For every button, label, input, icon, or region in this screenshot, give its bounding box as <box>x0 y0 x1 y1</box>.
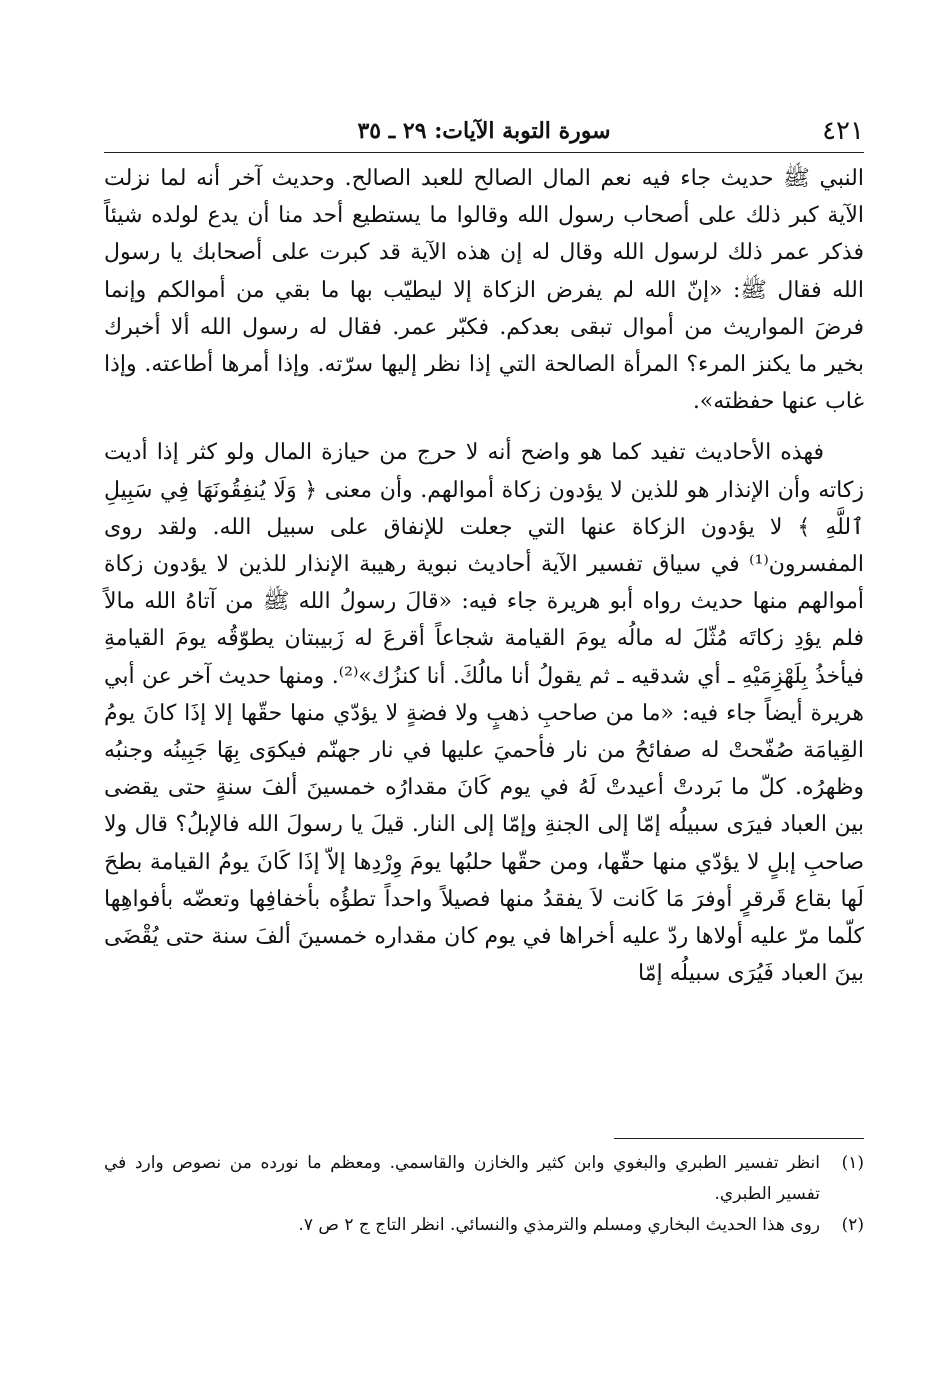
page-number: ٤٢١ <box>822 116 864 146</box>
paragraph: فهذه الأحاديث تفيد كما هو واضح أنه لا حرج من حيازة المال ولو كثر إذا أديت زكاته وأن الإنذار هو للذين لا يؤدون زكاة أموالهم. وأن معنى ﴿ وَلَا يُنفِقُونَهَا فِي سَبِيلِ ٱللَّهِ ﴾ لا يؤدون الزكاة عنها التي جعلت للإنفاق على سبيل الله. ولقد روى المفسرون⁽¹⁾ في سياق تفسير الآية أحاديث نبوية رهيبة الإنذار للذين لا يؤدون زكاة أموالهم منها حديث رواه أبو هريرة جاء فيه: «قالَ رسولُ الله ﷺ من آتاهُ الله مالاً فلم يؤدِ زكاتَه مُثّلَ له مالُه يومَ القيامة شجاعاً أقرعَ له زَبيبتان يطوّقُه يومَ القيامةِ فيأخذُ بِلَهْزِمَيْهِ ـ أي شدقيه ـ ثم يقولُ أنا مالُكَ. أنا كنزُك»⁽²⁾. ومنها حديث آخر عن أبي هريرة أيضاً جاء فيه: «ما من صاحبِ ذهبٍ ولا فضةٍ لا يؤدّي منها حقّها إلا إذَا كانَ يومُ القِيامَة صُفّحتْ له صفائحُ من نار فأحميَ عليها في نار جهنّم فيكوَى بِهَا جَبِينُه وجنبُه وظهرُه. كلّ ما بَردتْ أعيدتْ لَهُ في يوم كَانَ مقدارُه خمسينَ ألفَ سنةٍ حتى يقضى بين العباد فيرَى سبيلُه إمّا إلى الجنةِ وإمّا إلى النار. قيلَ يا رسولَ الله فالإبلُ؟ قال ولا صاحبِ إبلٍ لا يؤدّي منها حقّها، ومن حقّها حلبُها يومَ وِرْدِها إلاّ إذَا كَانَ يومُ القيامة بطحَ لَها بقاع قَرقرٍ أوفرَ مَا كَانت لاَ يفقدُ منها فصيلاً واحداً تطؤُه بأخفافِها وتعضّه بأفواهِها كلّما مرّ عليه أولاها ردّ عليه أخراها في يوم كان مقداره خمسينَ ألفَ سنة حتى يُقْضَى بينَ العباد فَيُرَى سبيلُه إمّا <box>104 440 864 987</box>
footnotes <box>104 1148 864 1241</box>
footnote <box>104 1148 864 1210</box>
book-page <box>104 108 864 1308</box>
footnote-marker: (٢) <box>841 1215 864 1235</box>
footnote-separator <box>614 1138 864 1139</box>
footnote-marker: (١) <box>841 1153 864 1173</box>
paragraph: النبي ﷺ حديث جاء فيه نعم المال الصالح للعبد الصالح. وحديث آخر أنه لما نزلت الآية كبر ذلك على أصحاب رسول الله وقالوا ما يستطيع أحد منا أن يدع لولده شيئاً فذكر عمر ذلك لرسول الله وقال له إن هذه الآية قد كبرت على أصحابك يا رسول الله فقال ﷺ: «إنّ الله لم يفرض الزكاة إلا ليطيّب بها ما بقي من أموالكم وإنما فرضَ المواريث من أموال تبقى بعدكم. فكبّر عمر. فقال له رسول الله ألا أخبرك بخير ما يكنز المرء؟ المرأة الصالحة التي إذا نظر إليها سرّته. وإذا أمرها أطاعته. وإذا غاب عنها حفظته». <box>104 166 864 415</box>
footnote-text: روى هذا الحديث البخاري ومسلم والترمذي والنسائي. انظر التاج ج ٢ ص ٧. <box>298 1215 820 1235</box>
footnote <box>104 1210 864 1241</box>
footnote-text: انظر تفسير الطبري والبغوي وابن كثير والخازن والقاسمي. ومعظم ما نورده من نصوص وارد في تفسير الطبري. <box>104 1153 820 1204</box>
running-title: سورة التوبة الآيات: ٢٩ ـ ٣٥ <box>357 118 611 144</box>
main-text <box>104 160 864 992</box>
page-header <box>104 108 864 153</box>
